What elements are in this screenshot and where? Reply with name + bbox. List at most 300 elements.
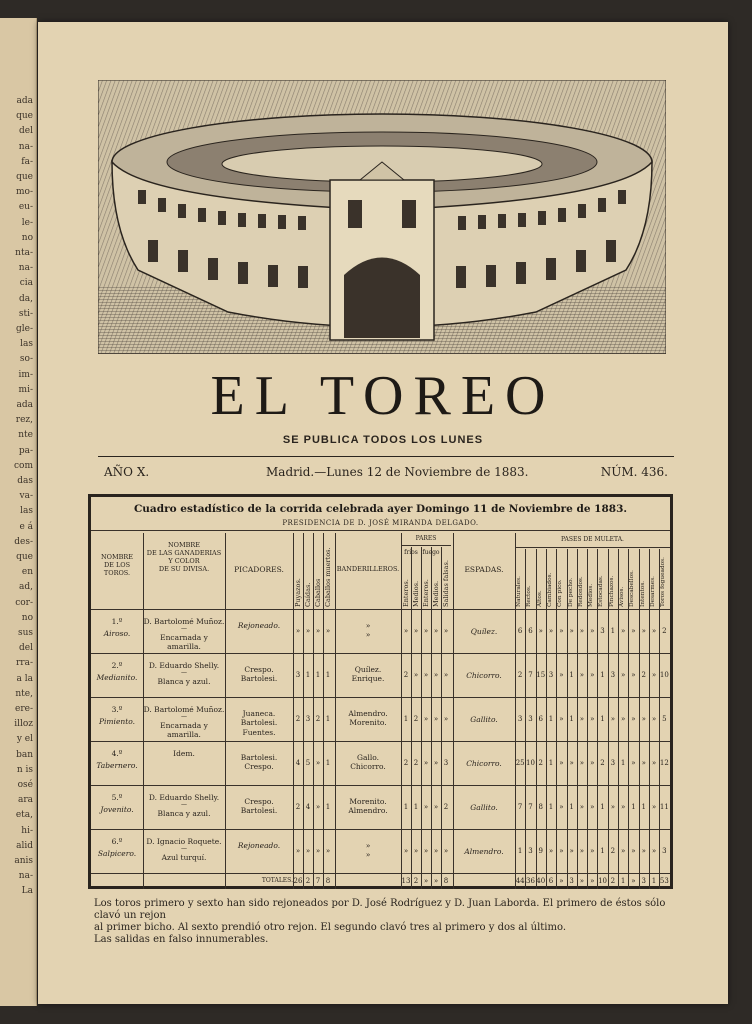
masthead-title: EL TOREO [210, 365, 556, 427]
picadores-names: Rejoneado. [237, 621, 281, 630]
prev-page-fragment: eta, [15, 810, 33, 821]
picador-value: 1 [315, 671, 321, 679]
prev-page-fragment: nte [18, 430, 33, 441]
picador-value: » [315, 759, 321, 767]
ganaderia-name: D. Eduardo Shelly. [148, 661, 220, 670]
picador-value: 5 [305, 759, 311, 767]
header-pares-column: Enteros. [422, 579, 430, 607]
totals-muleta-value: » [631, 877, 636, 885]
prev-page-fragment: ban [16, 749, 33, 760]
pares-value: » [423, 715, 429, 723]
muleta-value: » [621, 671, 626, 679]
muleta-value: » [559, 671, 564, 679]
header-muleta-column: Avisos. [619, 586, 625, 607]
divisa-dash: — [181, 625, 187, 632]
muleta-value: 1 [548, 715, 554, 723]
header-toro-name: NOMBRE DE LOS TOROS. [100, 553, 134, 578]
pares-value: » [413, 627, 419, 635]
muleta-value: » [559, 759, 564, 767]
subheader-rule [401, 545, 451, 546]
prev-page-fragment: sus [17, 628, 33, 638]
muleta-value: 1 [548, 759, 554, 767]
header-ganaderia: NOMBRE DE LAS GANADERIAS Y COLOR DE SU DIVISA. [146, 541, 222, 574]
prev-page-fragment: osé [17, 780, 33, 790]
pares-value: » [423, 803, 429, 811]
picador-value: » [295, 627, 301, 635]
header-muleta-column: Cambiados. [546, 572, 553, 607]
espada-name: Chicorro. [466, 671, 502, 680]
pares-value: » [413, 847, 419, 855]
prev-page-fragment: que [16, 552, 33, 562]
muleta-value: 1 [569, 803, 574, 811]
prev-page-fragment: na- [18, 263, 33, 274]
subheader-rule [515, 547, 670, 548]
espada-name: Gallito. [470, 803, 498, 812]
pares-value: 3 [443, 759, 449, 767]
prev-page-fragment: en [21, 567, 33, 578]
muleta-value: » [579, 803, 585, 811]
muleta-value: 2 [600, 759, 605, 767]
muleta-value: » [651, 671, 657, 679]
muleta-value: » [610, 715, 615, 723]
totals-muleta-value: 10 [598, 877, 607, 885]
prev-page-fragment: da, [19, 293, 33, 304]
header-pares: PARES [415, 535, 437, 542]
pares-value: » [423, 627, 429, 635]
divisa-color: Encarnada y amarilla. [160, 633, 208, 652]
muleta-value: 1 [600, 671, 605, 679]
prev-page-fragment: rez, [15, 415, 33, 426]
prev-page-fragment: eu- [18, 202, 33, 213]
muleta-value: » [590, 847, 595, 855]
picador-value: 3 [295, 671, 301, 679]
muleta-value: 10 [659, 671, 669, 679]
muleta-value: » [590, 803, 595, 811]
publication-subtitle: SE PUBLICA TODOS LOS LUNES [282, 434, 484, 446]
totals-muleta-value: 53 [659, 877, 669, 885]
picador-value: 4 [295, 759, 301, 767]
prev-page-fragment: le- [21, 217, 33, 228]
header-muleta-column: Altos. [536, 590, 543, 607]
totals-muleta-value: 36 [525, 877, 535, 885]
ganaderia-name: D. Eduardo Shelly. [148, 793, 220, 802]
pares-value: 2 [413, 759, 419, 767]
totals-muleta-value: » [590, 877, 595, 885]
picador-value: 2 [295, 803, 301, 811]
toro-name: Airoso. [103, 629, 131, 638]
prev-page-fragment: La [21, 886, 33, 897]
muleta-value: 9 [538, 847, 543, 855]
header-picador-column: Caballos [314, 578, 322, 607]
bullring-engraving [98, 80, 666, 354]
toro-name: Jovenito. [100, 805, 134, 814]
muleta-value: » [610, 803, 615, 811]
espada-name: Gallito. [470, 715, 498, 724]
pares-value: 2 [413, 715, 419, 723]
footer-notes [94, 898, 674, 946]
muleta-value: » [621, 715, 626, 723]
muleta-value: » [641, 715, 646, 723]
prev-page-fragment: im- [18, 369, 33, 380]
totals-muleta-value: 3 [641, 877, 646, 885]
picadores-names: Crespo. Bartolesi. [240, 665, 278, 684]
picadores-names: Crespo. Bartolesi. [240, 797, 278, 816]
prev-page-fragment: ada [16, 400, 33, 410]
divisa-dash: — [181, 801, 187, 808]
muleta-value: 1 [620, 759, 626, 767]
top-rule [98, 456, 674, 457]
muleta-value: » [631, 759, 636, 767]
prev-page-fragment: das [17, 476, 33, 486]
muleta-value: 6 [517, 627, 523, 635]
divisa-color: Azul turquí. [161, 853, 207, 862]
muleta-value: » [621, 803, 626, 811]
prev-page-fragment: des- [14, 536, 33, 547]
muleta-value: 15 [536, 671, 546, 679]
muleta-value: » [651, 803, 657, 811]
muleta-value: » [621, 627, 626, 635]
muleta-value: » [590, 715, 595, 723]
totals-label: TOTALES. [261, 877, 293, 884]
prev-page-fragment: pa- [18, 445, 33, 456]
footer-line: Los toros primero y sexto han sido rejoneados por D. José Rodríguez y D. Juan Laborda. El primero de éstos sólo clavó un rejon [94, 898, 666, 921]
muleta-value: 3 [600, 627, 605, 635]
muleta-value: » [548, 847, 554, 855]
divisa-color: Encarnada y amarilla. [160, 721, 208, 740]
prev-page-fragment: mi- [18, 384, 33, 395]
banderilleros-names: Quílez. Enrique. [351, 665, 385, 684]
picador-value: » [305, 847, 311, 855]
prev-page-fragment: n is [16, 764, 33, 775]
totals-pares-value: 13 [401, 877, 411, 885]
prev-page-fragment: y el [16, 734, 33, 745]
prev-page-fragment: no [21, 612, 33, 623]
row-rule [91, 653, 670, 654]
pares-value: » [433, 803, 439, 811]
header-muleta-column: Estocadas. [598, 575, 605, 607]
header-picador-column: Puyazos. [294, 578, 302, 607]
muleta-value: 3 [517, 715, 523, 723]
muleta-value: 7 [528, 803, 533, 811]
header-picadores: PICADORES. [234, 565, 284, 574]
footer-line: Las salidas en falso innumerables. [94, 934, 269, 945]
toro-name: Salpicero. [97, 849, 137, 858]
table-presidency: PRESIDENCIA DE D. JOSÉ MIRANDA DELGADO. [282, 519, 479, 527]
totals-muleta-value: 40 [536, 877, 546, 885]
pares-value: » [443, 671, 449, 679]
header-muleta-column: Naturales. [516, 576, 522, 607]
muleta-value: 1 [600, 847, 605, 855]
pares-value: 2 [403, 671, 409, 679]
picador-value: » [315, 847, 321, 855]
header-muleta-column: Desarmes. [649, 575, 656, 607]
prev-page-fragment: so- [19, 354, 33, 365]
pares-value: » [423, 671, 429, 679]
prev-page-fragment: del [19, 643, 33, 654]
muleta-value: 1 [517, 847, 523, 855]
prev-page-fragment: nte, [15, 688, 33, 699]
muleta-value: » [559, 847, 564, 855]
picador-value: 1 [305, 671, 311, 679]
totals-pares-value: 8 [443, 877, 449, 885]
muleta-value: » [590, 759, 595, 767]
prev-page-fragment: sti- [18, 308, 33, 319]
totals-muleta-value: » [579, 877, 585, 885]
row-rule [91, 785, 670, 786]
column-rule [453, 533, 454, 889]
muleta-value: » [579, 847, 585, 855]
pares-value: » [423, 847, 429, 855]
pares-value: » [413, 671, 419, 679]
muleta-value: 1 [610, 627, 616, 635]
muleta-value: 2 [641, 671, 646, 679]
totals-pares-value: » [433, 877, 439, 885]
picador-value: » [325, 847, 331, 855]
prev-page-fragment: que [16, 111, 33, 122]
totals-pares-value: » [423, 877, 429, 885]
header-muleta-column: De pecho. [567, 577, 574, 607]
prev-page-fragment: que [16, 172, 33, 182]
toro-name: Medianito. [96, 673, 138, 682]
footer-line: al primer bicho. Al sexto prendió otro rejon. El segundo clavó tres al primero y dos al último. [94, 922, 567, 933]
prev-page-fragment: va- [19, 491, 33, 502]
muleta-value: » [569, 759, 574, 767]
prev-page-fragment: na- [18, 141, 33, 152]
header-banderilleros: BANDERILLEROS. [336, 565, 400, 573]
picador-value: 1 [325, 671, 331, 679]
prev-page-fragment: ere- [15, 704, 33, 714]
picador-value: » [305, 627, 311, 635]
prev-page-fragment: nta- [15, 248, 33, 258]
picadores-names: Bartolesi. Crespo. [240, 753, 278, 772]
muleta-value: » [569, 847, 574, 855]
muleta-value: 2 [538, 759, 543, 767]
muleta-value: » [590, 627, 595, 635]
muleta-value: 2 [662, 627, 667, 635]
header-muleta-column: Rectos. [526, 585, 533, 607]
prev-page-fragment: hi- [21, 825, 33, 836]
prev-page-fragment: no [21, 232, 33, 243]
pares-value: » [433, 715, 439, 723]
muleta-value: 1 [631, 803, 636, 811]
muleta-value: 2 [610, 847, 616, 855]
header-pares-column: Medios. [412, 580, 420, 607]
row-rule [91, 697, 670, 698]
header-muleta-column: Toros fogueados. [660, 557, 667, 607]
totals-muleta-value: 2 [610, 877, 616, 885]
prev-page-fragment: anis [14, 856, 33, 866]
pares-value: 1 [403, 715, 409, 723]
table-rule [91, 530, 670, 531]
prev-page-fragment: fa- [21, 156, 33, 167]
prev-page-fragment: cia [19, 278, 33, 289]
prev-page-fragment: ada [16, 96, 33, 106]
header-muleta-column: Pinchazos. [608, 575, 615, 607]
muleta-value: 3 [528, 715, 533, 723]
totals-pares-value: 2 [413, 877, 419, 885]
prev-page-fragment: las [20, 339, 33, 350]
header-espadas: ESPADAS. [464, 565, 504, 574]
muleta-value: » [631, 671, 636, 679]
pares-value: 2 [443, 803, 449, 811]
picador-value: 3 [305, 715, 311, 723]
prev-page-fragment: ara [17, 795, 33, 806]
muleta-value: 1 [600, 715, 605, 723]
muleta-value: » [651, 627, 657, 635]
muleta-value: » [559, 627, 564, 635]
totals-muleta-value: 1 [651, 877, 657, 885]
picador-value: » [315, 803, 321, 811]
header-picador-column: Caídas. [304, 582, 312, 607]
muleta-value: 3 [610, 759, 616, 767]
muleta-value: » [579, 759, 585, 767]
picador-value: 4 [305, 803, 311, 811]
pares-value: 1 [413, 803, 419, 811]
header-pares-column: Enteros. [402, 579, 410, 607]
prev-page-fragment: alid [16, 840, 33, 851]
picador-value: 1 [325, 803, 331, 811]
table-rule [91, 609, 670, 610]
espada-name: Chicorro. [466, 759, 502, 768]
muleta-value: 11 [659, 803, 669, 811]
pares-value: » [433, 847, 439, 855]
totals-picador-value: 7 [315, 877, 321, 885]
ganaderia-name: D. Bartolomé Muñoz. [143, 617, 225, 626]
totals-muleta-value: » [559, 877, 564, 885]
pares-value: » [433, 759, 439, 767]
pares-value: » [433, 671, 439, 679]
muleta-value: » [559, 715, 564, 723]
muleta-value: 3 [610, 671, 616, 679]
muleta-value: 8 [538, 803, 543, 811]
header-muleta-column: Redondos. [577, 576, 584, 607]
prev-page-fragment: del [19, 126, 33, 137]
pares-value: » [443, 847, 449, 855]
prev-page-fragment: a la [16, 673, 33, 684]
muleta-value: 25 [515, 759, 525, 767]
totals-muleta-value: 6 [548, 877, 554, 885]
divisa-dash: — [181, 713, 187, 720]
pares-value: » [443, 715, 449, 723]
muleta-value: » [631, 627, 636, 635]
muleta-value: » [579, 715, 585, 723]
totals-picador-value: 2 [305, 877, 311, 885]
header-muleta-column: Intentos. [639, 580, 646, 607]
header-pares-frios: fríos [404, 549, 418, 556]
toro-number: 3.º [111, 705, 123, 714]
muleta-value: 2 [517, 671, 523, 679]
pares-value: 2 [403, 759, 409, 767]
picador-value: 1 [325, 759, 331, 767]
prev-page-fragment: gle- [15, 324, 33, 334]
table-title: Cuadro estadístico de la corrida celebrada ayer Domingo 11 de Noviembre de 1883. [133, 503, 628, 515]
divisa-color: Blanca y azul. [157, 809, 211, 818]
totals-picador-value: 26 [293, 877, 303, 885]
row-rule [91, 829, 670, 830]
pares-value: 1 [403, 803, 409, 811]
table-rule [91, 873, 670, 874]
totals-muleta-value: 44 [515, 877, 525, 885]
totals-muleta-value: 1 [620, 877, 626, 885]
muleta-value: » [641, 847, 646, 855]
ganaderia-name: Idem. [173, 749, 195, 758]
picadores-names: Rejoneado. [237, 841, 281, 850]
muleta-value: » [651, 847, 657, 855]
toro-number: 5.º [111, 793, 123, 802]
espada-name: Almendro. [464, 847, 504, 856]
pares-value: » [403, 847, 409, 855]
muleta-value: » [641, 759, 646, 767]
muleta-value: » [651, 715, 657, 723]
pares-value: » [423, 759, 429, 767]
muleta-value: 1 [569, 671, 574, 679]
year-label: AÑO X. [104, 465, 150, 479]
muleta-value: » [548, 627, 554, 635]
muleta-value: » [631, 715, 636, 723]
muleta-value: » [651, 759, 657, 767]
header-muleta: PASES DE MULETA. [561, 536, 624, 543]
muleta-value: » [579, 627, 585, 635]
muleta-value: » [641, 627, 646, 635]
banderilleros-names: Almendro. Morenito. [348, 709, 388, 728]
prev-page-fragment: e á [19, 521, 33, 532]
muleta-value: 1 [548, 803, 554, 811]
issue-number: NÚM. 436. [600, 465, 668, 479]
prev-page-fragment: na- [18, 871, 33, 882]
totals-muleta-value: 3 [569, 877, 574, 885]
muleta-value: 10 [525, 759, 535, 767]
ganaderia-name: D. Ignacio Roquete. [146, 837, 222, 846]
header-muleta-column: Con pico. [557, 579, 564, 607]
picador-value: 2 [315, 715, 321, 723]
muleta-value: » [621, 847, 626, 855]
row-rule [91, 741, 670, 742]
divisa-dash: — [181, 845, 187, 852]
muleta-value: 6 [538, 715, 543, 723]
toro-name: Tabernero. [96, 761, 138, 770]
prev-page-fragment: las [20, 506, 33, 517]
picador-value: » [315, 627, 321, 635]
pares-value: » [403, 627, 409, 635]
muleta-value: 7 [528, 671, 533, 679]
ganaderia-name: D. Bartolomé Muñoz. [143, 705, 225, 714]
muleta-value: 1 [641, 803, 646, 811]
pares-value: » [433, 627, 439, 635]
muleta-value: 1 [569, 715, 574, 723]
header-pares-column: Salidas falsas. [442, 560, 450, 607]
date-label: Madrid.—Lunes 12 de Noviembre de 1883. [266, 465, 529, 479]
totals-picador-value: 8 [325, 877, 331, 885]
prev-page-fragment: ad, [19, 582, 33, 593]
prev-page-fragment: mo- [16, 187, 33, 198]
divisa-dash: — [181, 669, 187, 676]
espada-name: Quílez. [470, 627, 498, 636]
muleta-value: » [579, 671, 585, 679]
pares-value: » [443, 627, 449, 635]
muleta-value: » [559, 803, 564, 811]
banderilleros-names: » » [365, 841, 371, 860]
muleta-value: 3 [548, 671, 554, 679]
muleta-value: 3 [528, 847, 533, 855]
header-picador-column: Caballos muertos. [324, 547, 332, 607]
muleta-value: 12 [659, 759, 669, 767]
picador-value: 2 [295, 715, 301, 723]
muleta-value: » [569, 627, 574, 635]
picador-value: » [295, 847, 301, 855]
toro-number: 2.º [111, 661, 123, 670]
banderilleros-names: Morenito. Almendro. [348, 797, 388, 816]
picador-value: 1 [325, 715, 331, 723]
